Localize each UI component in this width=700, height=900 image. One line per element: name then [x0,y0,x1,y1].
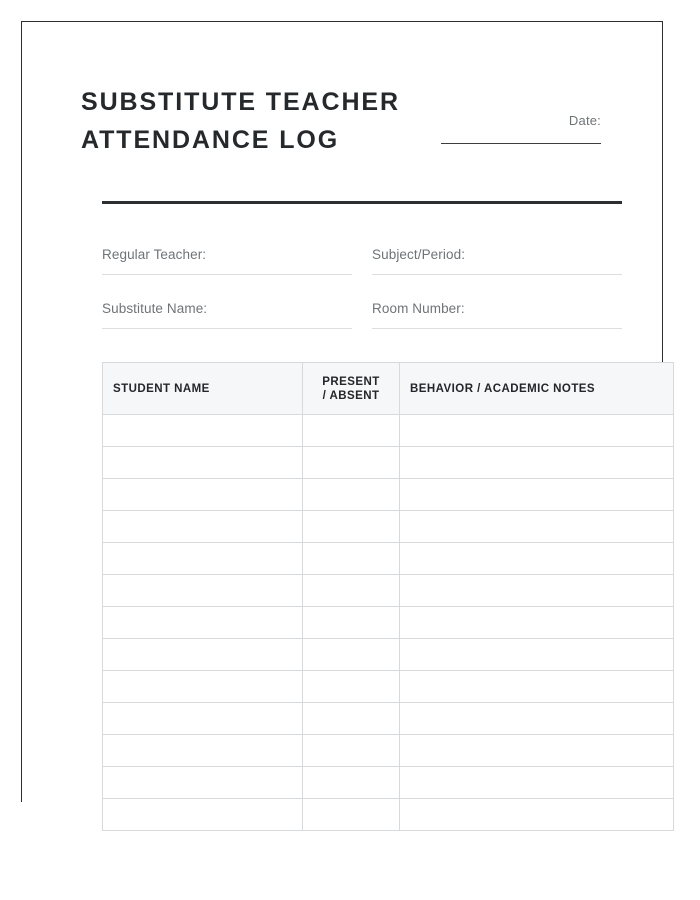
title-divider-rule [102,201,622,204]
field-write-in-line[interactable] [372,328,622,329]
table-header [103,363,674,415]
column-header-present-absent-line-2: / ABSENT [322,389,380,402]
table-row [103,799,674,831]
field-regular-teacher[interactable] [102,244,352,275]
date-label: Date: [568,113,601,128]
column-header-present-absent [303,363,400,415]
table-row [103,639,674,671]
date-write-in-line[interactable] [441,143,601,144]
cell-present-absent[interactable] [303,735,400,767]
cell-present-absent[interactable] [303,639,400,671]
column-header-present-absent-line-1: PRESENT [322,375,380,388]
cell-behavior-notes[interactable] [400,639,674,671]
cell-student-name[interactable] [103,575,303,607]
cell-student-name[interactable] [103,543,303,575]
field-write-in-line[interactable] [102,328,352,329]
cell-student-name[interactable] [103,767,303,799]
printable-page-frame [21,21,663,802]
cell-student-name[interactable] [103,511,303,543]
meta-row [102,244,622,298]
table-row [103,479,674,511]
cell-behavior-notes[interactable] [400,767,674,799]
table-row [103,415,674,447]
cell-present-absent[interactable] [303,415,400,447]
page-title [81,83,400,159]
cell-behavior-notes[interactable] [400,511,674,543]
cell-present-absent[interactable] [303,543,400,575]
attendance-table [102,362,674,831]
cell-student-name[interactable] [103,479,303,511]
cell-behavior-notes[interactable] [400,543,674,575]
cell-student-name[interactable] [103,735,303,767]
page-title-line-1: SUBSTITUTE TEACHER [81,88,400,116]
page-title-line-2: ATTENDANCE LOG [81,126,340,154]
table-row [103,767,674,799]
cell-behavior-notes[interactable] [400,735,674,767]
field-substitute-name[interactable] [102,298,352,329]
table-row [103,447,674,479]
table-row [103,575,674,607]
field-label: Substitute Name: [102,301,208,316]
field-subject-period[interactable] [372,244,622,275]
cell-present-absent[interactable] [303,447,400,479]
cell-behavior-notes[interactable] [400,671,674,703]
cell-behavior-notes[interactable] [400,799,674,831]
meta-row [102,298,622,352]
field-label: Room Number: [372,301,465,316]
field-write-in-line[interactable] [102,274,352,275]
field-label: Regular Teacher: [102,247,207,262]
cell-student-name[interactable] [103,415,303,447]
table-row [103,703,674,735]
cell-present-absent[interactable] [303,671,400,703]
cell-student-name[interactable] [103,447,303,479]
table-row [103,511,674,543]
date-field[interactable] [441,112,601,144]
column-header-student-name: STUDENT NAME [103,363,303,415]
table-row [103,735,674,767]
cell-behavior-notes[interactable] [400,447,674,479]
field-room-number[interactable] [372,298,622,329]
cell-present-absent[interactable] [303,767,400,799]
cell-student-name[interactable] [103,607,303,639]
table-row [103,543,674,575]
cell-student-name[interactable] [103,639,303,671]
table-header-row [103,363,674,415]
cell-student-name[interactable] [103,703,303,735]
cell-behavior-notes[interactable] [400,607,674,639]
document-header [81,83,601,159]
cell-behavior-notes[interactable] [400,575,674,607]
cell-behavior-notes[interactable] [400,703,674,735]
field-write-in-line[interactable] [372,274,622,275]
column-header-behavior-notes: BEHAVIOR / ACADEMIC NOTES [400,363,674,415]
cell-student-name[interactable] [103,799,303,831]
table-row [103,671,674,703]
cell-present-absent[interactable] [303,607,400,639]
cell-behavior-notes[interactable] [400,479,674,511]
cell-present-absent[interactable] [303,799,400,831]
meta-fields-group [102,244,622,352]
cell-present-absent[interactable] [303,575,400,607]
cell-present-absent[interactable] [303,511,400,543]
cell-behavior-notes[interactable] [400,415,674,447]
cell-present-absent[interactable] [303,479,400,511]
field-label: Subject/Period: [372,247,466,262]
table-row [103,607,674,639]
cell-student-name[interactable] [103,671,303,703]
cell-present-absent[interactable] [303,703,400,735]
table-body [103,415,674,831]
